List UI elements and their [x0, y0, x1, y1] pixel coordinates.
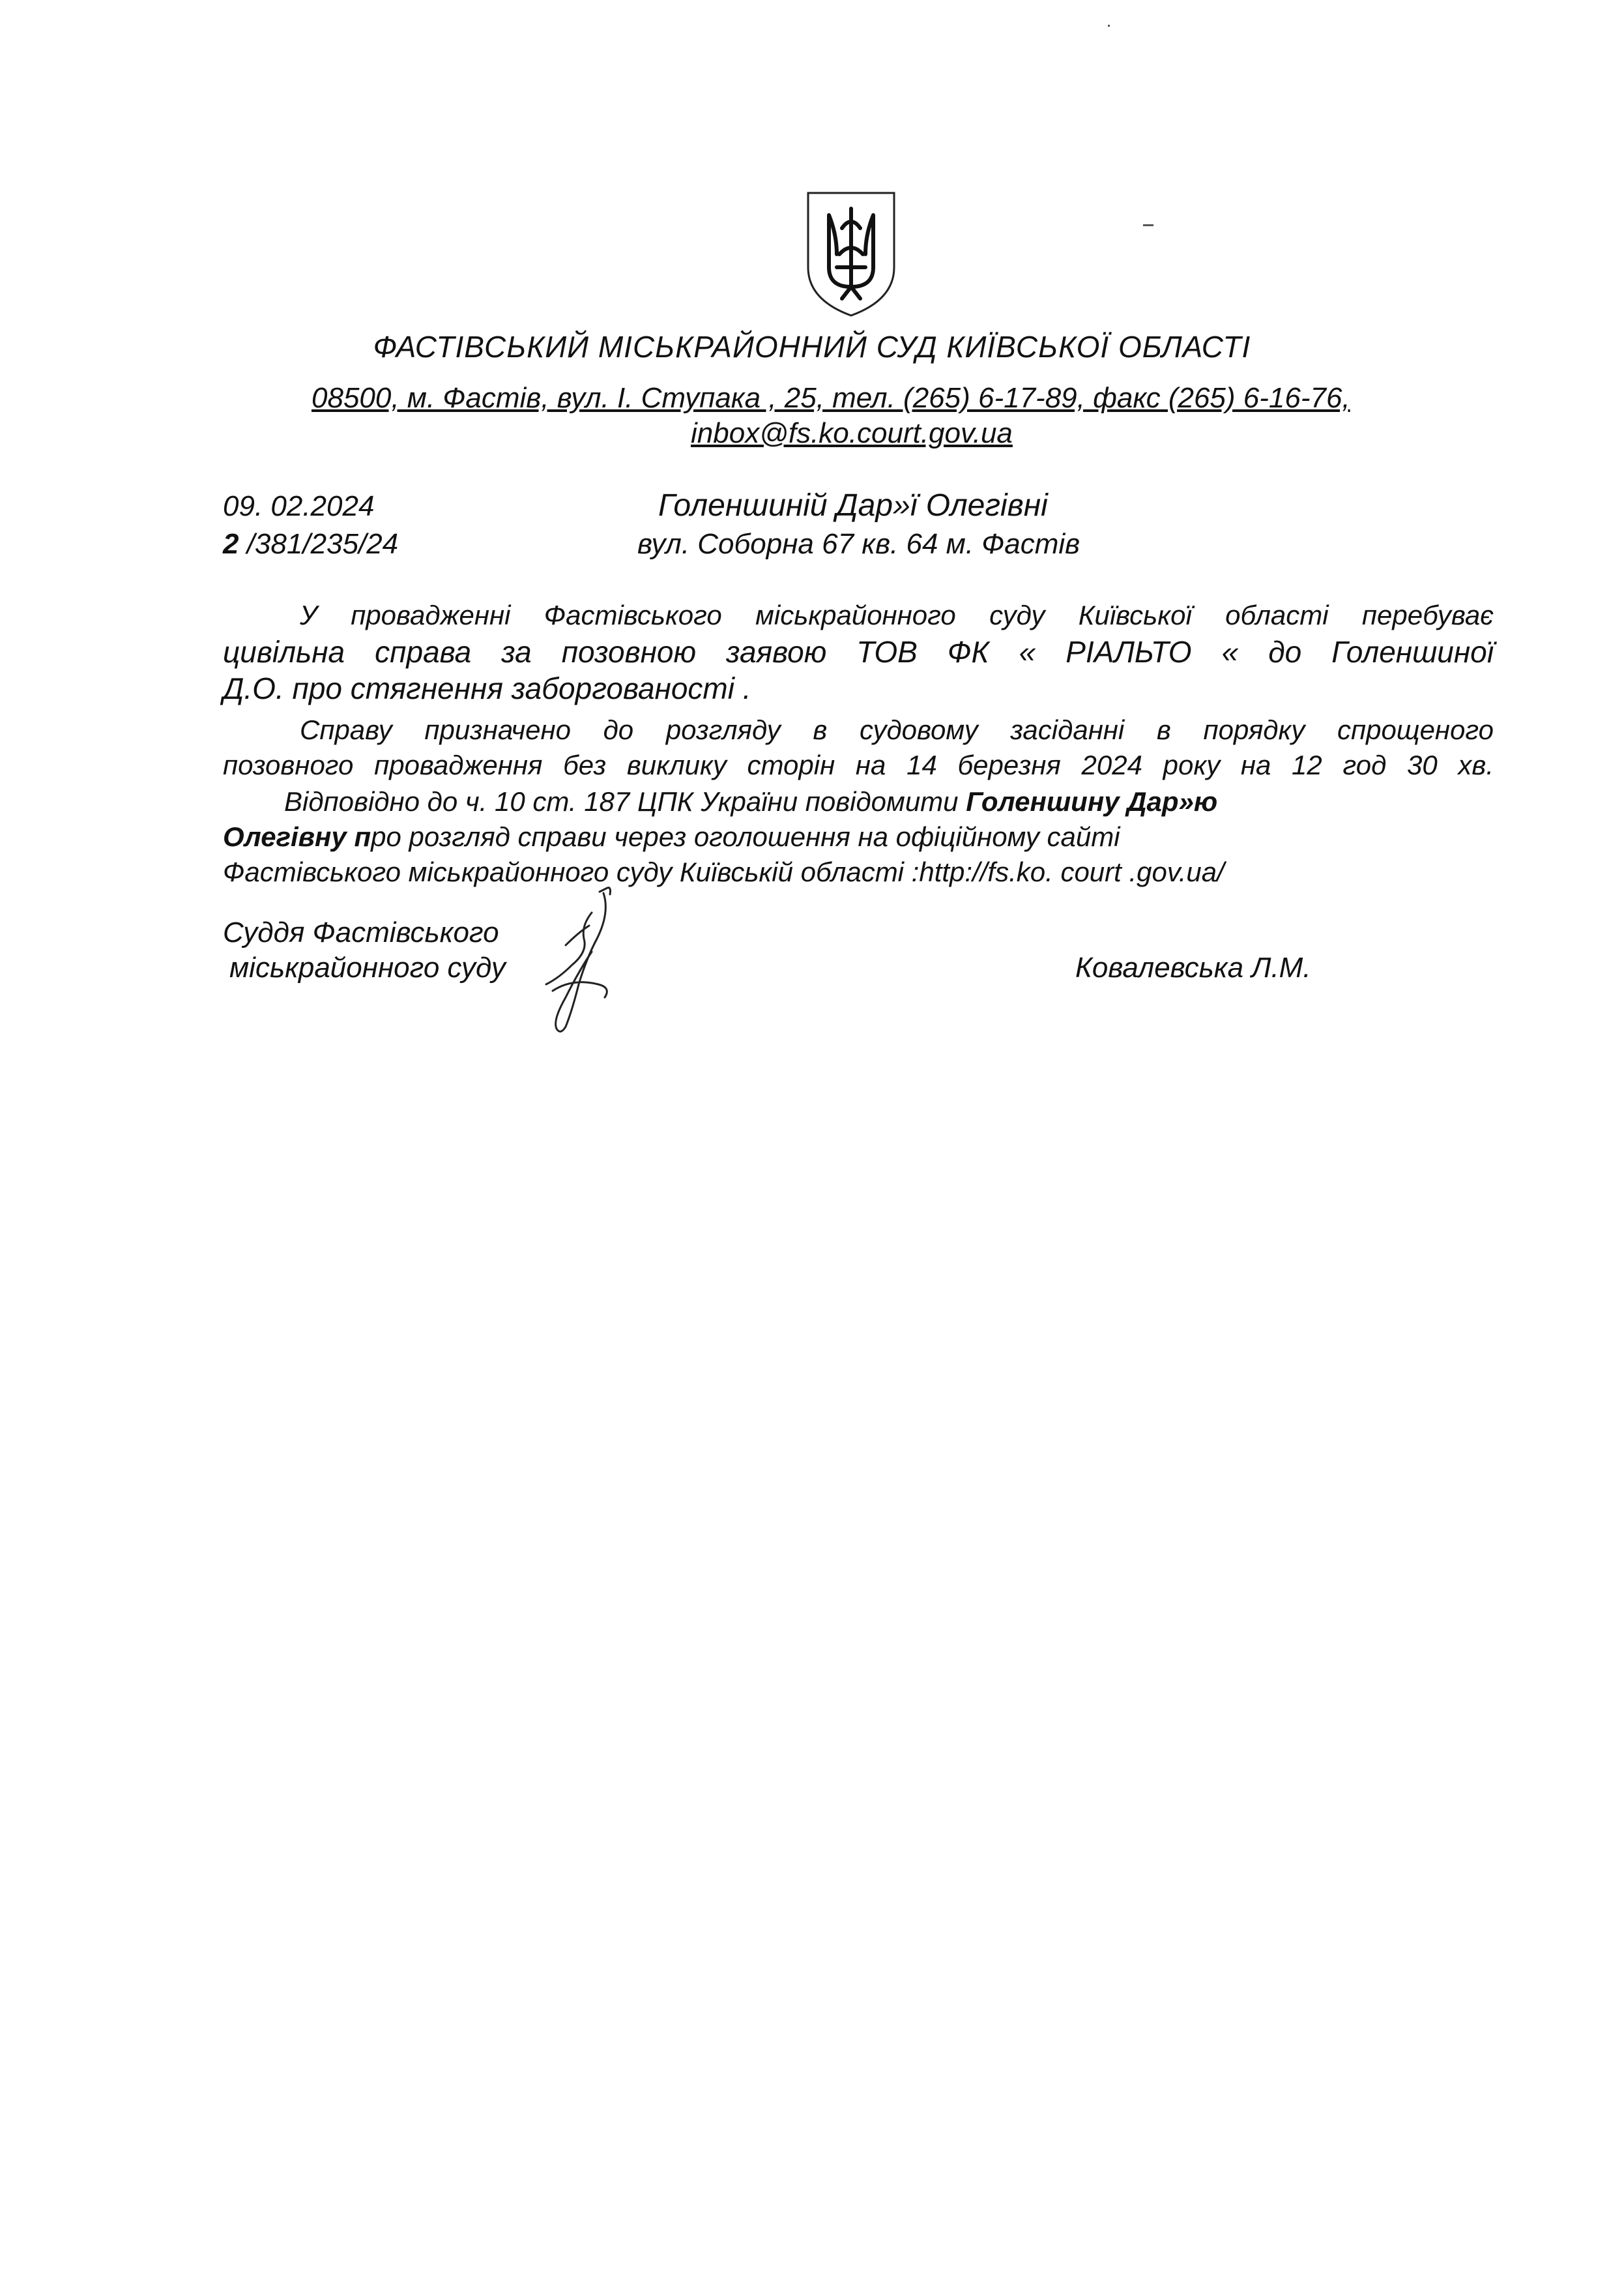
bold-letter-p: п	[346, 821, 371, 852]
defendant-patronymic-bold: Олегівну	[223, 821, 347, 852]
reference-number-prefix: 2	[223, 528, 239, 560]
body-line-5: позовного провадження без виклику сторін на 14 березня 2024 року на 12 год 30 хв.	[223, 750, 1494, 780]
body-line-4: Справу призначено до розгляду в судовому засіданні в порядку спрощеного	[300, 714, 1494, 745]
scan-speck	[1143, 224, 1153, 226]
handwritten-signature	[527, 887, 631, 1036]
reference-number-rest: /381/235/24	[239, 528, 399, 560]
letter-date: 09. 02.2024	[223, 490, 375, 522]
recipient-address: вул. Соборна 67 кв. 64 м. Фастів	[637, 528, 1080, 560]
scan-speck	[1108, 25, 1110, 27]
judge-title-line-1: Суддя Фастівського	[223, 917, 499, 948]
defendant-name-bold: Голеншину Дар»ю	[966, 786, 1218, 817]
body-line-2: цивільна справа за позовною заявою ТОВ ФК « РІАЛЬТО « до Голеншиної	[223, 635, 1494, 669]
judge-name: Ковалевська Л.М.	[1075, 952, 1311, 984]
reference-number	[223, 528, 398, 561]
body-line-6-text: Відповідно до ч. 10 ст. 187 ЦПК України повідомити	[284, 786, 966, 817]
body-line-7	[223, 820, 1120, 854]
body-line-7-text: ро розгляд справи через оголошення на офіційному сайті	[371, 821, 1120, 852]
body-line-8: Фастівського міськрайонного суду Київській області :http://fs.ko. court .gov.ua/	[223, 857, 1225, 887]
court-name-title: ФАСТІВСЬКИЙ МІСЬКРАЙОННИЙ СУД КИЇВСЬКОЇ ОБЛАСТІ	[373, 330, 1251, 364]
court-address: 08500, м. Фастів, вул. І. Ступака , 25, тел. (265) 6-17-89, факс (265) 6-16-76,	[312, 382, 1350, 414]
court-email: inbox@fs.ko.court.gov.ua	[691, 417, 1013, 449]
body-line-6	[284, 785, 1217, 819]
ukraine-trident-icon	[803, 189, 899, 319]
recipient-name: Голеншиній Дар»ї Олегівні	[658, 488, 1048, 523]
body-line-1: У провадженні Фастівського міськрайонного суду Київської області перебуває	[300, 600, 1494, 630]
body-line-3: Д.О. про стягнення заборгованості .	[223, 671, 751, 705]
judge-title-line-2: міськрайонного суду	[229, 952, 506, 984]
